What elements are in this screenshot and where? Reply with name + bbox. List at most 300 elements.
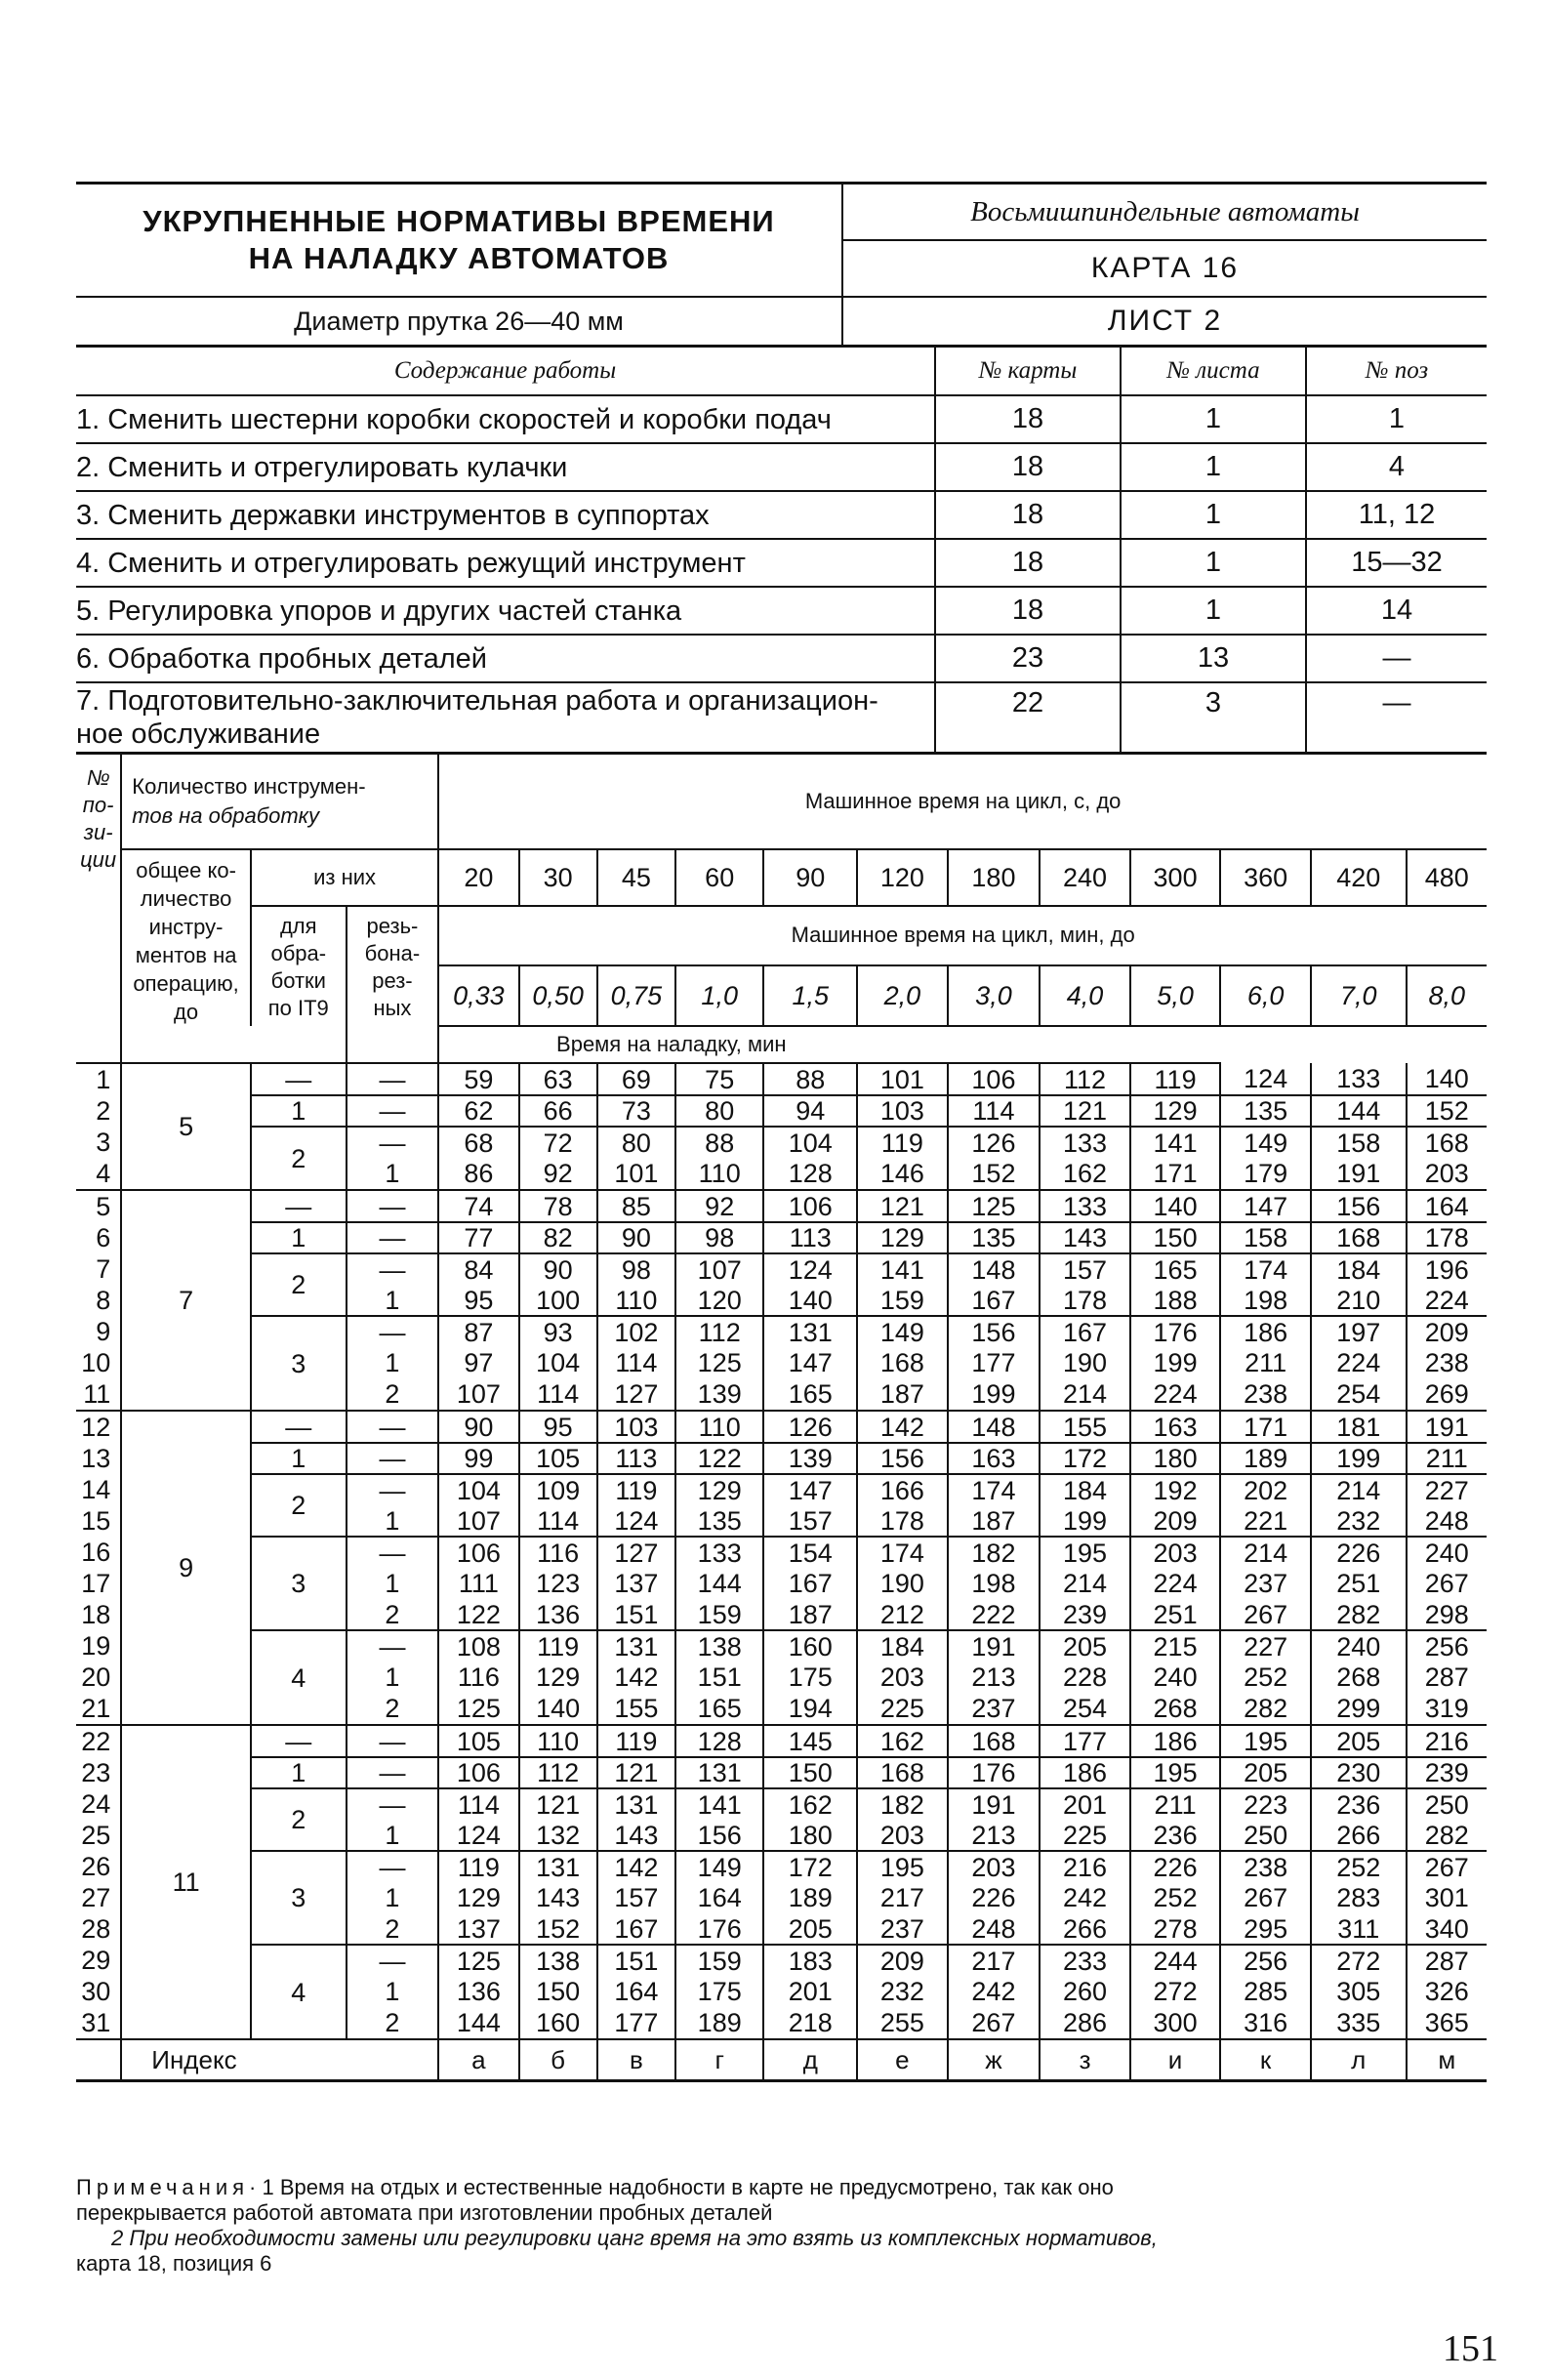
minutes-cell: 8,0 — [1407, 965, 1487, 1027]
setup-time-cell: 178 — [857, 1505, 948, 1537]
setup-time-cell: 119 — [597, 1474, 675, 1505]
setup-time-cell: 216 — [1407, 1725, 1487, 1757]
setup-time-cell: 223 — [1220, 1788, 1311, 1820]
thread-count: — — [347, 1474, 439, 1505]
setup-time-cell: 129 — [519, 1662, 597, 1693]
it9-header-line: ботки — [270, 968, 326, 993]
work-sheet: 1 — [1121, 443, 1306, 491]
setup-time-cell: 213 — [948, 1662, 1041, 1693]
work-pos: 1 — [1306, 395, 1487, 443]
setup-time-cell: 112 — [675, 1316, 764, 1347]
setup-time-cell: 239 — [1040, 1599, 1130, 1630]
table-row — [76, 1316, 1487, 1347]
index-cell: ж — [948, 2039, 1041, 2081]
setup-time-cell: 192 — [1130, 1474, 1221, 1505]
setup-time-cell: 121 — [519, 1788, 597, 1820]
thread-count: 1 — [347, 1158, 439, 1190]
setup-time-cell: 123 — [519, 1568, 597, 1599]
setup-time-cell: 131 — [597, 1788, 675, 1820]
setup-time-cell: 186 — [1220, 1316, 1311, 1347]
setup-time-cell: 129 — [857, 1222, 948, 1253]
setup-time-cell: 191 — [1311, 1158, 1407, 1190]
position-number: 24 — [76, 1788, 121, 1820]
setup-time-cell: 129 — [675, 1474, 764, 1505]
setup-time-cell: 101 — [857, 1063, 948, 1095]
setup-time-cell: 172 — [763, 1851, 857, 1882]
thread-count: — — [347, 1095, 439, 1127]
it9-count: — — [251, 1411, 347, 1443]
col-pos-no: № поз — [1306, 348, 1487, 395]
setup-time-cell: 152 — [948, 1158, 1041, 1190]
setup-time-cell: 140 — [763, 1285, 857, 1316]
setup-time-cell: 125 — [438, 1693, 518, 1725]
setup-time-cell: 66 — [519, 1095, 597, 1127]
setup-time-cell: 107 — [438, 1505, 518, 1537]
thread-count: — — [347, 1063, 439, 1095]
table-row — [76, 1788, 1487, 1820]
setup-time-cell: 222 — [948, 1599, 1041, 1630]
setup-time-cell: 184 — [1311, 1253, 1407, 1285]
setup-time-cell: 250 — [1407, 1788, 1487, 1820]
setup-time-cell: 155 — [1040, 1411, 1130, 1443]
setup-time-cell: 106 — [763, 1190, 857, 1222]
thread-count: — — [347, 1190, 439, 1222]
setup-time-cell: 131 — [519, 1851, 597, 1882]
index-cell: а — [438, 2039, 518, 2081]
total-tools: 11 — [121, 1725, 251, 2039]
setup-time-cell: 135 — [1220, 1095, 1311, 1127]
setup-time-cell: 217 — [948, 1945, 1041, 1976]
setup-time-cell: 226 — [1130, 1851, 1221, 1882]
seconds-cell: 180 — [948, 849, 1041, 906]
setup-time-cell: 205 — [1220, 1757, 1311, 1788]
seconds-cell: 240 — [1040, 849, 1130, 906]
setup-time-cell: 165 — [675, 1693, 764, 1725]
card-title-line-1: УКРУПНЕННЫЕ НОРМАТИВЫ ВРЕМЕНИ — [143, 204, 775, 238]
setup-time-cell: 148 — [948, 1411, 1041, 1443]
machine-time-minutes-header: Машинное время на цикл, мин, до — [438, 906, 1487, 965]
setup-time-cell: 177 — [948, 1347, 1041, 1378]
seconds-cell: 90 — [763, 849, 857, 906]
setup-time-cell: 108 — [438, 1630, 518, 1662]
setup-time-cell: 104 — [763, 1127, 857, 1158]
position-number: 22 — [76, 1725, 121, 1757]
setup-time-cell: 174 — [857, 1537, 948, 1568]
minutes-cell: 1,5 — [763, 965, 857, 1027]
setup-time-cell: 143 — [519, 1882, 597, 1913]
setup-time-cell: 244 — [1130, 1945, 1221, 1976]
setup-time-cell: 121 — [1040, 1095, 1130, 1127]
setup-time-cell: 128 — [763, 1158, 857, 1190]
setup-time-cell: 237 — [857, 1913, 948, 1945]
thread-count: — — [347, 1127, 439, 1158]
setup-time-cell: 165 — [763, 1378, 857, 1411]
setup-time-cell: 103 — [597, 1411, 675, 1443]
work-content-table — [76, 348, 1487, 755]
note-2-line-1 — [76, 2226, 1487, 2251]
setup-time-cell: 142 — [597, 1851, 675, 1882]
setup-time-cell: 251 — [1130, 1599, 1221, 1630]
col-sheet-no: № листа — [1121, 348, 1306, 395]
work-row — [76, 443, 1487, 491]
setup-time-cell: 133 — [1040, 1190, 1130, 1222]
setup-time-cell: 209 — [1130, 1505, 1221, 1537]
setup-time-cell: 127 — [597, 1378, 675, 1411]
thread-count: — — [347, 1945, 439, 1976]
setup-time-cell: 93 — [519, 1316, 597, 1347]
setup-time-cell: 139 — [675, 1378, 764, 1411]
setup-time-cell: 140 — [1130, 1190, 1221, 1222]
setup-time-cell: 114 — [519, 1378, 597, 1411]
setup-time-cell: 267 — [1424, 1569, 1469, 1598]
setup-time-cell: 174 — [1220, 1253, 1311, 1285]
setup-time-cell: 191 — [948, 1630, 1041, 1662]
setup-time-cell: 92 — [519, 1158, 597, 1190]
position-number: 8 — [76, 1285, 121, 1316]
work-text: 3. Сменить державки инструментов в суппортах — [76, 491, 935, 539]
card-number: КАРТА 16 — [842, 240, 1487, 297]
setup-time-cell: 365 — [1424, 2008, 1469, 2037]
note-1-line-2: перекрывается работой автомата при изготовлении пробных деталей — [76, 2200, 773, 2225]
setup-time-cell: 248 — [1424, 1505, 1469, 1536]
setup-time-cell: 168 — [857, 1347, 948, 1378]
setup-time-cell: 90 — [597, 1222, 675, 1253]
it9-header-line: обра- — [270, 941, 327, 965]
setup-time-cell: 141 — [675, 1788, 764, 1820]
setup-time-cell: 98 — [597, 1253, 675, 1285]
table-row — [76, 1725, 1487, 1757]
position-header-line: зи- — [83, 820, 113, 844]
setup-time-cell: 211 — [1130, 1788, 1221, 1820]
work-card: 23 — [935, 635, 1121, 682]
card-title — [76, 184, 842, 298]
setup-time-cell: 107 — [675, 1253, 764, 1285]
setup-time-cell: 171 — [1130, 1158, 1221, 1190]
setup-time-cell: 182 — [857, 1788, 948, 1820]
setup-time-cell: 140 — [519, 1693, 597, 1725]
note-1-line-1: Примечания· 1 Время на отдых и естественные надобности в карте не предусмотрено, так как оно — [76, 2175, 1114, 2199]
setup-time-cell: 177 — [597, 2007, 675, 2039]
setup-time-cell: 175 — [675, 1976, 764, 2007]
setup-time-cell: 150 — [763, 1757, 857, 1788]
work-text-line-1: 7. Подготовительно-заключительная работа и организацион- — [76, 685, 878, 717]
setup-time-cell: 119 — [1130, 1063, 1221, 1095]
notes-label: Примечания — [76, 2175, 250, 2199]
setup-time-cell: 268 — [1311, 1662, 1407, 1693]
position-number: 26 — [76, 1851, 121, 1882]
setup-time-cell: 236 — [1130, 1820, 1221, 1851]
work-pos: — — [1306, 635, 1487, 682]
setup-time-cell: 72 — [519, 1127, 597, 1158]
thread-count: 2 — [347, 1913, 439, 1945]
setup-time-cell: 112 — [519, 1757, 597, 1788]
setup-time-cell: 119 — [519, 1630, 597, 1662]
position-number: 1 — [76, 1063, 121, 1095]
setup-time-cell: 86 — [438, 1158, 518, 1190]
notes — [76, 2175, 1487, 2277]
setup-time-cell: 217 — [857, 1882, 948, 1913]
note-1-text: 1 Время на отдых и естественные надобности в карте не предусмотрено, так как оно — [262, 2175, 1114, 2199]
setup-time-cell: 190 — [1040, 1347, 1130, 1378]
setup-time-cell: 136 — [438, 1976, 518, 2007]
setup-time-cell: 110 — [675, 1411, 764, 1443]
setup-time-cell: 180 — [763, 1820, 857, 1851]
table-row — [76, 1851, 1487, 1882]
position-header-line: ции — [80, 847, 117, 872]
setup-time-cell: 151 — [597, 1945, 675, 1976]
setup-time-cell: 319 — [1424, 1694, 1469, 1723]
total-tools: 7 — [121, 1190, 251, 1411]
setup-time-cell: 238 — [1424, 1348, 1469, 1377]
position-number: 28 — [76, 1913, 121, 1945]
table-row — [76, 1945, 1487, 1976]
setup-time-cell: 176 — [675, 1913, 764, 1945]
setup-time-cell: 113 — [597, 1443, 675, 1474]
setup-time-cell: 124 — [1220, 1063, 1311, 1095]
work-row — [76, 539, 1487, 587]
setup-time-cell: 176 — [948, 1757, 1041, 1788]
work-card: 18 — [935, 587, 1121, 635]
position-number: 25 — [76, 1820, 121, 1851]
setup-time-cell: 156 — [1311, 1190, 1407, 1222]
setup-time-cell: 172 — [1040, 1443, 1130, 1474]
setup-time-cell: 84 — [438, 1253, 518, 1285]
setup-time-cell: 218 — [763, 2007, 857, 2039]
setup-time-cell: 59 — [438, 1063, 518, 1095]
seconds-cell: 420 — [1311, 849, 1407, 906]
setup-time-cell: 199 — [1130, 1347, 1221, 1378]
setup-time-cell: 228 — [1040, 1662, 1130, 1693]
setup-time-cell: 184 — [857, 1630, 948, 1662]
setup-time-cell: 162 — [763, 1788, 857, 1820]
setup-time-cell: 287 — [1407, 1945, 1487, 1976]
setup-time-cell: 109 — [519, 1474, 597, 1505]
setup-time-cell: 119 — [857, 1127, 948, 1158]
setup-time-cell: 252 — [1311, 1851, 1407, 1882]
position-number: 21 — [76, 1693, 121, 1725]
setup-time-cell: 252 — [1130, 1882, 1221, 1913]
setup-time-cell: 186 — [1040, 1757, 1130, 1788]
thread-count: 1 — [347, 1662, 439, 1693]
setup-time-cell: 267 — [1220, 1599, 1311, 1630]
position-number: 13 — [76, 1443, 121, 1474]
card-header — [76, 182, 1487, 348]
setup-time-cell: 164 — [675, 1882, 764, 1913]
setup-time-cell: 287 — [1424, 1662, 1469, 1692]
setup-time-cell: 162 — [857, 1725, 948, 1757]
setup-time-cell: 113 — [763, 1222, 857, 1253]
machine-time-seconds-header: Машинное время на цикл, с, до — [438, 755, 1487, 849]
thread-header-line: рез- — [372, 968, 413, 993]
position-number: 18 — [76, 1599, 121, 1630]
setup-time-cell: 252 — [1220, 1662, 1311, 1693]
total-tools-header-line: операцию, — [133, 971, 239, 996]
setup-time-cell: 214 — [1040, 1378, 1130, 1411]
it9-count: — — [251, 1063, 347, 1095]
thread-count: 1 — [347, 1285, 439, 1316]
setup-time-cell: 157 — [597, 1882, 675, 1913]
it9-count: 1 — [251, 1443, 347, 1474]
total-tools: 9 — [121, 1411, 251, 1725]
setup-time-cell: 168 — [1311, 1222, 1407, 1253]
setup-time-cell: 121 — [857, 1190, 948, 1222]
thread-count: 1 — [347, 1976, 439, 2007]
setup-time-cell: 137 — [597, 1568, 675, 1599]
thread-count: — — [347, 1537, 439, 1568]
index-label: Индекс — [121, 2039, 438, 2081]
setup-time-cell: 125 — [948, 1190, 1041, 1222]
setup-time-cell: 180 — [1130, 1443, 1221, 1474]
setup-time-cell: 212 — [857, 1599, 948, 1630]
position-number: 12 — [76, 1411, 121, 1443]
setup-time-cell: 127 — [597, 1537, 675, 1568]
setup-time-cell: 240 — [1130, 1662, 1221, 1693]
setup-time-cell: 156 — [857, 1443, 948, 1474]
setup-time-cell: 152 — [1407, 1095, 1487, 1127]
setup-time-cell: 187 — [857, 1378, 948, 1411]
thread-count: 2 — [347, 2007, 439, 2039]
setup-time-cell: 184 — [1040, 1474, 1130, 1505]
setup-time-cell: 149 — [675, 1851, 764, 1882]
setup-time-cell: 92 — [675, 1190, 764, 1222]
table-row — [76, 1222, 1487, 1253]
setup-time-cell: 122 — [438, 1599, 518, 1630]
setup-time-cell: 110 — [597, 1285, 675, 1316]
setup-time-cell: 97 — [438, 1347, 518, 1378]
setup-time-cell: 239 — [1407, 1757, 1487, 1788]
seconds-cell: 300 — [1130, 849, 1221, 906]
setup-time-cell: 221 — [1220, 1505, 1311, 1537]
work-card: 18 — [935, 491, 1121, 539]
setup-time-cell: 129 — [1130, 1095, 1221, 1127]
it9-count: 3 — [251, 1316, 347, 1411]
setup-time-cell: 159 — [675, 1599, 764, 1630]
work-row — [76, 587, 1487, 635]
setup-time-cell: 116 — [438, 1662, 518, 1693]
setup-time-cell: 78 — [519, 1190, 597, 1222]
setup-time-cell: 149 — [857, 1316, 948, 1347]
setup-time-cell: 105 — [519, 1443, 597, 1474]
setup-time-cell: 305 — [1311, 1976, 1407, 2007]
setup-time-cell: 188 — [1130, 1285, 1221, 1316]
index-pos-blank — [76, 2039, 121, 2081]
setup-time-cell: 190 — [857, 1568, 948, 1599]
setup-time-cell: 106 — [438, 1757, 518, 1788]
setup-time-cell: 138 — [519, 1945, 597, 1976]
total-tools-header — [121, 849, 251, 1026]
setup-time-cell: 242 — [948, 1976, 1041, 2007]
setup-time-cell: 214 — [1311, 1474, 1407, 1505]
setup-time-cell: 152 — [519, 1913, 597, 1945]
setup-time-cell: 141 — [857, 1253, 948, 1285]
setup-time-cell: 125 — [438, 1945, 518, 1976]
total-tools-header-line: ментов на — [135, 943, 237, 967]
thread-count: 2 — [347, 1378, 439, 1411]
setup-time-cell: 90 — [438, 1411, 518, 1443]
position-number: 4 — [76, 1158, 121, 1190]
setup-time-cell: 176 — [1130, 1316, 1221, 1347]
setup-time-cell: 102 — [597, 1316, 675, 1347]
setup-time-cell: 95 — [519, 1411, 597, 1443]
setup-time-cell: 131 — [675, 1757, 764, 1788]
setup-time-cell: 119 — [438, 1851, 518, 1882]
position-header-blank — [76, 965, 121, 1064]
table-row — [76, 1411, 1487, 1443]
setup-time-cell: 88 — [675, 1127, 764, 1158]
setup-time-cell: 129 — [438, 1882, 518, 1913]
minutes-cell: 3,0 — [948, 965, 1041, 1027]
machine-type: Восьмишпиндельные автоматы — [842, 184, 1487, 241]
setup-time-cell: 168 — [1407, 1127, 1487, 1158]
setup-time-grid — [76, 755, 1487, 2082]
setup-time-cell: 216 — [1040, 1851, 1130, 1882]
setup-time-cell: 224 — [1311, 1347, 1407, 1378]
setup-time-cell: 203 — [857, 1820, 948, 1851]
it9-count: 3 — [251, 1537, 347, 1630]
setup-time-header: Время на наладку, мин — [121, 1026, 1220, 1063]
setup-time-cell: 148 — [948, 1253, 1041, 1285]
minutes-cell: 0,50 — [519, 965, 597, 1027]
setup-time-cell: 142 — [597, 1662, 675, 1693]
setup-time-cell: 230 — [1311, 1757, 1407, 1788]
setup-time-cell: 133 — [1311, 1063, 1407, 1095]
position-number: 11 — [76, 1378, 121, 1411]
index-cell: л — [1311, 2039, 1407, 2081]
setup-time-cell: 135 — [675, 1505, 764, 1537]
setup-time-cell: 164 — [1407, 1190, 1487, 1222]
setup-time-cell: 282 — [1424, 1820, 1469, 1850]
work-pos: — — [1382, 687, 1411, 718]
setup-time-cell: 114 — [597, 1347, 675, 1378]
work-text: 1. Сменить шестерни коробки скоростей и коробки подач — [76, 395, 935, 443]
setup-time-cell: 168 — [857, 1757, 948, 1788]
setup-time-cell: 110 — [675, 1158, 764, 1190]
setup-time-cell: 62 — [438, 1095, 518, 1127]
setup-time-cell: 164 — [597, 1976, 675, 2007]
setup-time-cell: 151 — [675, 1662, 764, 1693]
setup-time-cell: 203 — [857, 1662, 948, 1693]
setup-time-cell: 167 — [597, 1913, 675, 1945]
setup-time-cell: 139 — [763, 1443, 857, 1474]
index-cell: и — [1130, 2039, 1221, 2081]
position-number: 10 — [76, 1347, 121, 1378]
setup-time-cell: 301 — [1424, 1883, 1469, 1912]
page-number: 151 — [1443, 2328, 1498, 2369]
total-tools-header-line: общее ко- — [136, 858, 236, 882]
setup-time-cell: 136 — [519, 1599, 597, 1630]
setup-time-cell: 168 — [948, 1725, 1041, 1757]
thread-count: — — [347, 1253, 439, 1285]
seconds-cell: 480 — [1407, 849, 1487, 906]
setup-time-cell: 138 — [675, 1630, 764, 1662]
setup-time-cell: 203 — [948, 1851, 1041, 1882]
setup-time-cell: 203 — [1424, 1159, 1469, 1188]
setup-time-cell: 186 — [1130, 1725, 1221, 1757]
setup-time-cell: 151 — [597, 1599, 675, 1630]
setup-time-cell: 205 — [1311, 1725, 1407, 1757]
work-text: 6. Обработка пробных деталей — [76, 635, 935, 682]
setup-time-cell: 128 — [675, 1725, 764, 1757]
setup-time-cell: 224 — [1130, 1378, 1221, 1411]
setup-time-cell: 149 — [1220, 1127, 1311, 1158]
work-sheet: 13 — [1121, 635, 1306, 682]
it9-count: 2 — [251, 1474, 347, 1537]
setup-time-cell: 203 — [1130, 1537, 1221, 1568]
setup-time-cell: 137 — [438, 1913, 518, 1945]
position-number: 31 — [76, 2007, 121, 2039]
setup-time-cell: 282 — [1220, 1693, 1311, 1725]
setup-time-cell: 199 — [1311, 1443, 1407, 1474]
